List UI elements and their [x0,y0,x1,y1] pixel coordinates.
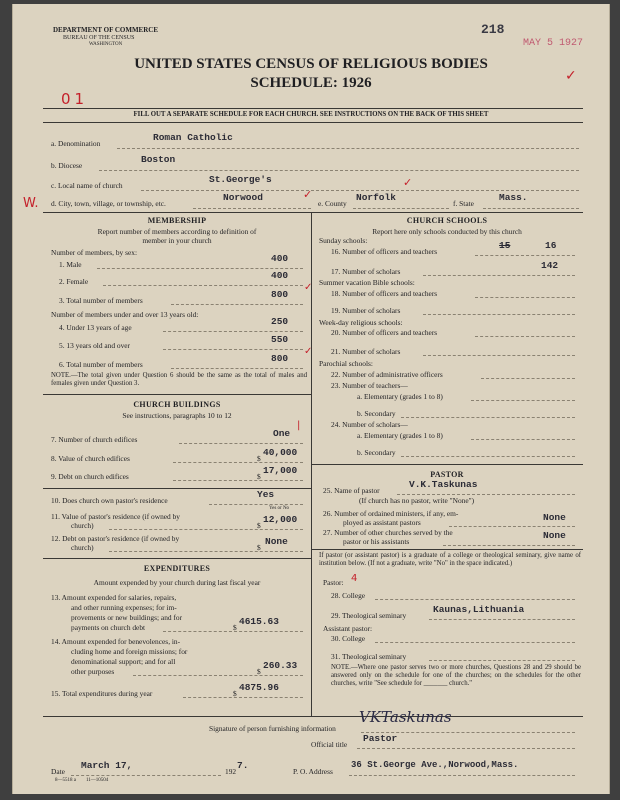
running-expenses-label: provements or new buildings; and for [71,613,183,622]
sunday-scholars-value[interactable]: 142 [541,260,559,271]
under-13-label: 4. Under 13 years of age [59,323,132,332]
college-label: 28. College [331,591,366,600]
pastor-note: NOTE.—Where one pastor serves two or more churches, Questions 28 and 29 should be answered only on the schedule for one of the churches; on the schedules for the other churches, write "See schedule for _______ church." [331,664,581,687]
membership-note: NOTE.—The total given under Question 6 should be the same as the total of males and females given under Question 3. [51,372,307,387]
scholars-elementary-label: a. Elementary (grades 1 to 8) [357,431,443,440]
margin-mark: 4 [351,573,358,584]
owns-residence-label: 10. Does church own pastor's residence [51,496,168,505]
benevolences-label: cluding home and foreign missions; for [71,647,188,656]
denomination-value[interactable]: Roman Catholic [153,132,233,143]
teachers-secondary-label: b. Secondary [357,409,396,418]
edifices-debt-amount[interactable]: 17,000 [263,465,298,476]
assistant-pastors-label: ployed as assistant pastors [343,518,421,527]
tick-mark: | [297,420,301,431]
year-prefix: 192 [225,767,237,776]
state-value[interactable]: Mass. [499,192,528,203]
benevolences-label: 14. Amount expended for benevolences, in- [51,637,181,646]
total-expenditures-amount[interactable]: 4875.96 [239,682,279,693]
seminary-value[interactable]: Kaunas,Lithuania [433,604,525,615]
divider [43,108,583,109]
total-members-age-label: 6. Total number of members [59,360,143,369]
check-mark-icon: ✓ [304,282,313,293]
check-mark-icon: ✓ [303,188,313,201]
weekday-scholars-label: 21. Number of scholars [331,347,401,356]
parochial-admin-label: 22. Number of administrative officers [331,370,443,379]
sunday-officers-value[interactable]: 16 [545,240,557,251]
benevolences-label: other purposes [71,667,115,676]
total-expenditures-label: 15. Total expenditures during year [51,689,153,698]
received-date-stamp: MAY 5 1927 [523,38,584,49]
po-address-value[interactable]: 36 St.George Ave.,Norwood,Mass. [351,760,519,770]
assistant-pastors-label: 26. Number of ordained ministers, if any, em- [323,509,459,518]
residence-debt-label: church) [71,543,94,552]
dollar-sign: $ [257,454,261,463]
assistant-college-label: 30. College [331,634,366,643]
stamp-number: 218 [481,22,505,37]
pastor-name-hint: (If church has no pastor, write "None") [359,496,475,505]
running-expenses-label: and other running expenses; for im- [71,603,177,612]
official-title-label: Official title [311,740,348,749]
yes-no-hint: Yes or No [269,506,290,511]
po-address-label: P. O. Address [293,767,333,776]
residence-debt-amount[interactable]: None [265,536,288,547]
date-label: Date [51,767,65,776]
residence-value-label: 11. Value of pastor's residence (if owned by [51,512,180,521]
diocese-label: b. Diocese [51,161,83,170]
local-name-value[interactable]: St.George's [209,174,272,185]
schedule-title: SCHEDULE: 1926 [250,75,372,91]
weekday-schools-label: Week-day religious schools: [319,318,403,327]
signature[interactable]: VKTaskunas [359,708,452,726]
male-label: 1. Male [59,260,82,269]
edifices-debt-label: 9. Debt on church edifices [51,472,129,481]
assistant-seminary-label: 31. Theological seminary [331,652,407,661]
residence-value-label: church) [71,521,94,530]
residence-debt-label: 12. Debt on pastor's residence (if owned by [51,534,180,543]
dollar-sign: $ [257,521,261,530]
summer-scholars-label: 19. Number of scholars [331,306,401,315]
official-title-value[interactable]: Pastor [363,733,398,744]
coding-mark: 01 [61,90,89,108]
total-members-age-value[interactable]: 800 [271,353,289,364]
form-number: 8—5518 a 11—10504 [55,778,109,783]
expenditures-heading: EXPENDITURES [143,564,211,573]
year-value[interactable]: 7. [237,760,249,771]
pastor-name-label: 25. Name of pastor [323,486,380,495]
county-value[interactable]: Norfolk [356,192,396,203]
department-label: DEPARTMENT OF COMMERCE [53,26,159,34]
check-mark-icon: ✓ [565,68,577,84]
membership-intro: Report number of members according to definition of [97,227,257,236]
diocese-value[interactable]: Boston [141,154,176,165]
scholars-secondary-label: b. Secondary [357,448,396,457]
sunday-scholars-label: 17. Number of scholars [331,267,401,276]
bureau-label: BUREAU OF THE CENSUS [63,35,135,41]
residence-value-amount[interactable]: 12,000 [263,514,298,525]
church-schools-heading: CHURCH SCHOOLS [406,216,488,225]
female-value[interactable]: 400 [271,270,289,281]
edifices-value-label: 8. Value of church edifices [51,454,130,463]
male-value[interactable]: 400 [271,253,289,264]
summer-schools-label: Summer vacation Bible schools: [319,278,415,287]
state-label: f. State [453,199,474,208]
denomination-label: a. Denomination [51,139,101,148]
membership-heading: MEMBERSHIP [147,216,207,225]
teachers-elementary-label: a. Elementary (grades 1 to 8) [357,392,443,401]
city-value[interactable]: Norwood [223,192,263,203]
graduate-instruction: If pastor (or assistant pastor) is a graduate of a college or theological seminary, give name of institution below. (If not a graduate, write "No" in the space indicated.) [319,552,581,567]
form-title: UNITED STATES CENSUS OF RELIGIOUS BODIES [134,56,488,72]
check-mark-icon: ✓ [304,346,313,357]
other-churches-value[interactable]: None [543,530,566,541]
church-buildings-subheading: See instructions, paragraphs 10 to 12 [122,411,232,420]
edifices-value-amount[interactable]: 40,000 [263,447,298,458]
other-churches-label: pastor or his assistants [343,537,410,546]
date-value[interactable]: March 17, [81,760,133,771]
owns-residence-value[interactable]: Yes [257,489,275,500]
assistant-pastor-label: Assistant pastor: [323,624,373,633]
assistant-pastors-value[interactable]: None [543,512,566,523]
expenditures-subheading: Amount expended by your church during last fiscal year [93,578,261,587]
parochial-scholars-label: 24. Number of scholars— [331,420,408,429]
instruction-line: FILL OUT A SEPARATE SCHEDULE FOR EACH CHURCH. SEE INSTRUCTIONS ON THE BACK OF THIS SHEET [133,111,489,118]
dollar-sign: $ [233,689,237,698]
membership-intro: member in your church [142,236,212,245]
dollar-sign: $ [257,472,261,481]
dollar-sign: $ [257,543,261,552]
sunday-schools-label: Sunday schools: [319,236,368,245]
edifices-label: 7. Number of church edifices [51,435,138,444]
local-name-label: c. Local name of church [51,181,123,190]
sunday-officers-crossed-value: 15 [499,240,511,251]
edifices-value[interactable]: One [273,428,291,439]
check-mark-icon: ✓ [403,176,413,189]
seminary-label: 29. Theological seminary [331,611,407,620]
margin-mark: W. [23,196,39,211]
census-form-sheet [12,4,610,794]
members-by-sex-label: Number of members, by sex: [51,248,137,257]
other-churches-label: 27. Number of other churches served by the [323,528,453,537]
pastor-heading: PASTOR [430,470,464,479]
total-members-value[interactable]: 800 [271,289,289,300]
summer-officers-label: 18. Number of officers and teachers [331,289,438,298]
parochial-schools-label: Parochial schools: [319,359,373,368]
sunday-officers-label: 16. Number of officers and teachers [331,247,438,256]
female-label: 2. Female [59,277,89,286]
total-members-label: 3. Total number of members [59,296,143,305]
under-13-value[interactable]: 250 [271,316,289,327]
weekday-officers-label: 20. Number of officers and teachers [331,328,438,337]
members-by-age-label: Number of members under and over 13 years old: [51,310,199,319]
county-label: e. County [318,199,347,208]
dollar-sign: $ [233,623,237,632]
pastor-sub-label: Pastor: [323,578,344,587]
washington-label: WASHINGTON [89,42,123,47]
running-expenses-label: 13. Amount expended for salaries, repairs, [51,593,177,602]
divider [43,122,583,123]
signature-label: Signature of person furnishing information [209,724,336,733]
over-13-label: 5. 13 years old and over [59,341,131,350]
over-13-value[interactable]: 550 [271,334,289,345]
city-label: d. City, town, village, or township, etc. [51,199,166,208]
dollar-sign: $ [257,667,261,676]
benevolences-label: denominational support; and for all [71,657,176,666]
benevolences-amount[interactable]: 260.33 [263,660,298,671]
pastor-name-value[interactable]: V.K.Taskunas [409,479,478,490]
church-buildings-heading: CHURCH BUILDINGS [133,400,221,409]
running-expenses-amount[interactable]: 4615.63 [239,616,279,627]
church-schools-intro: Report here only schools conducted by this church [372,227,522,236]
parochial-teachers-label: 23. Number of teachers— [331,381,408,390]
running-expenses-label: payments on church debt [71,623,146,632]
